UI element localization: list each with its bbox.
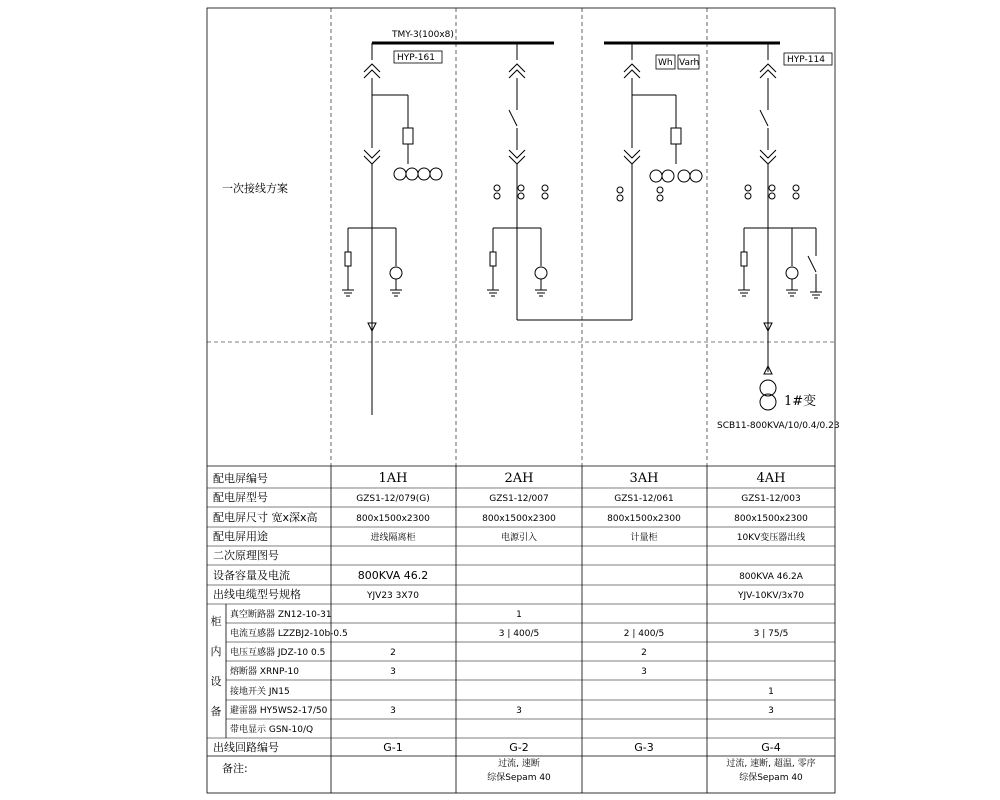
equipment-cell: 2 bbox=[390, 648, 396, 658]
equipment-cell: 1 bbox=[516, 610, 522, 620]
equipment-cell: 3 bbox=[390, 667, 396, 677]
circuit-cell: G-3 bbox=[634, 741, 654, 754]
remarks-cell: 综保Sepam 40 bbox=[487, 773, 551, 783]
remarks-label: 备注: bbox=[222, 762, 248, 775]
cell: YJV-10KV/3x70 bbox=[737, 591, 805, 601]
equipment-label: 电流互感器 LZZBJ2-10b-0.5 bbox=[230, 629, 348, 639]
cell: 800x1500x2300 bbox=[482, 514, 556, 524]
remarks-cell: 过流, 速断, 超温, 零序 bbox=[726, 759, 816, 769]
frame bbox=[207, 8, 835, 793]
equipment-cell: 3 bbox=[390, 706, 396, 716]
equipment-label: 接地开关 JN15 bbox=[230, 687, 290, 697]
tag-varh: Varh bbox=[679, 58, 700, 68]
grid-dashed bbox=[207, 8, 835, 466]
equipment-label: 避雷器 HY5WS2-17/50 bbox=[230, 706, 328, 716]
cell: 电源引入 bbox=[500, 533, 538, 543]
equipment-cell: 3 | 75/5 bbox=[753, 629, 789, 639]
equipment-header-char: 设 bbox=[210, 675, 222, 688]
cell: GZS1-12/061 bbox=[614, 494, 674, 504]
equipment-header-char: 柜 bbox=[210, 615, 222, 628]
cell: 800x1500x2300 bbox=[607, 514, 681, 524]
row-label: 配电屏编号 bbox=[213, 472, 268, 485]
tag-hyp-161: HYP-161 bbox=[397, 53, 435, 63]
equipment-cell: 3 bbox=[641, 667, 647, 677]
equipment-cell: 1 bbox=[768, 687, 774, 697]
cell: 800KVA 46.2 bbox=[357, 569, 429, 582]
row-label: 配电屏尺寸 宽x深x高 bbox=[213, 511, 318, 524]
row-label: 出线电缆型号规格 bbox=[213, 588, 301, 601]
table-text bbox=[211, 471, 816, 783]
busbar-label: TMY-3(100x8) bbox=[392, 30, 454, 40]
circuit-cell: G-2 bbox=[509, 741, 529, 754]
equipment-label: 真空断路器 ZN12-10-31 bbox=[230, 610, 332, 620]
cell: GZS1-12/007 bbox=[489, 494, 549, 504]
cell: 800x1500x2300 bbox=[356, 514, 430, 524]
cell: GZS1-12/079(G) bbox=[356, 494, 430, 504]
equipment-cell: 3 bbox=[516, 706, 522, 716]
transformer-model: SCB11-800KVA/10/0.4/0.23 bbox=[717, 421, 840, 431]
cell: YJV23 3X70 bbox=[367, 591, 419, 601]
scheme-label: 一次接线方案 bbox=[222, 182, 288, 195]
remarks-cell: 过流, 速断 bbox=[498, 759, 540, 769]
cell: GZS1-12/003 bbox=[741, 494, 801, 504]
cell: 4AH bbox=[756, 471, 786, 486]
circuit-cell: G-1 bbox=[383, 741, 403, 754]
cell: 1AH bbox=[378, 471, 408, 486]
equipment-label: 熔断器 XRNP-10 bbox=[230, 667, 299, 677]
cell: 10KV变压器出线 bbox=[736, 533, 806, 543]
row-label: 二次原理图号 bbox=[213, 549, 279, 562]
cell: 2AH bbox=[504, 471, 534, 486]
equipment-cell: 2 bbox=[641, 648, 647, 658]
circuit-label: 出线回路编号 bbox=[213, 741, 279, 754]
cell: 800x1500x2300 bbox=[734, 514, 808, 524]
equipment-cell: 2 | 400/5 bbox=[623, 629, 665, 639]
equipment-cell: 3 bbox=[768, 706, 774, 716]
row-label: 配电屏型号 bbox=[213, 491, 268, 504]
equipment-label: 电压互感器 JDZ-10 0.5 bbox=[230, 648, 326, 658]
cell: 800KVA 46.2A bbox=[739, 572, 803, 582]
transformer-label: 1#变 bbox=[784, 394, 817, 409]
equipment-cell: 3 | 400/5 bbox=[498, 629, 540, 639]
row-label: 配电屏用途 bbox=[213, 530, 268, 543]
cell: 3AH bbox=[629, 471, 659, 486]
tag-hyp-114: HYP-114 bbox=[787, 55, 825, 65]
row-label: 设备容量及电流 bbox=[213, 569, 290, 582]
tag-wh: Wh bbox=[658, 58, 673, 68]
remarks-cell: 综保Sepam 40 bbox=[739, 773, 803, 783]
equipment-header-char: 内 bbox=[210, 645, 222, 658]
equipment-label: 带电显示 GSN-10/Q bbox=[230, 725, 314, 735]
cell: 计量柜 bbox=[630, 533, 658, 543]
circuit-cell: G-4 bbox=[761, 741, 781, 754]
equipment-header-char: 备 bbox=[210, 705, 222, 718]
cell: 进线隔离柜 bbox=[370, 533, 416, 543]
